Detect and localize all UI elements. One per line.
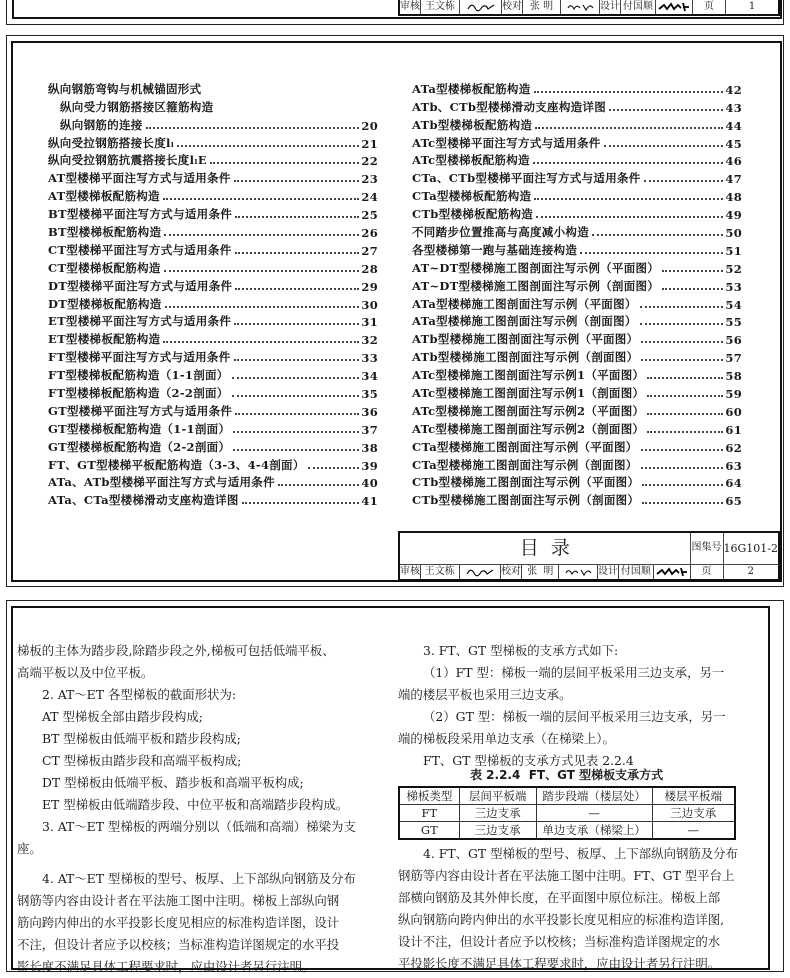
- toc-entry-title: FT型楼梯平面注写方式与适用条件: [48, 350, 231, 365]
- toc-entry[interactable]: [412, 437, 742, 455]
- body-text-right-top: [398, 640, 726, 772]
- dot-leader: [641, 341, 723, 343]
- toc-entry-title: CTa型楼梯施工图剖面注写示例（平面图）: [412, 439, 638, 454]
- toc-entry[interactable]: [48, 222, 378, 240]
- dot-leader: [534, 198, 723, 200]
- toc-entry[interactable]: [48, 240, 378, 258]
- dot-leader: [235, 288, 359, 290]
- checker-signature: [559, 564, 597, 580]
- toc-entry[interactable]: [412, 97, 742, 115]
- toc-entry[interactable]: [48, 347, 378, 365]
- dot-leader: [647, 377, 723, 379]
- toc-entry-page: 58: [725, 369, 742, 384]
- toc-entry-title: 纵向钢筋弯钩与机械锚固形式: [48, 81, 202, 96]
- review-label: 审核: [399, 564, 421, 580]
- toc-entry[interactable]: [48, 437, 378, 455]
- dot-leader: [233, 449, 359, 451]
- body-text-left: [17, 640, 356, 978]
- check-label: 校对: [502, 0, 523, 15]
- toc-entry[interactable]: [48, 455, 378, 473]
- toc-entry[interactable]: [48, 204, 378, 222]
- dot-leader: [592, 234, 723, 236]
- reviewer-signature: [460, 0, 502, 15]
- toc-entry-page: 20: [361, 118, 378, 133]
- toc-entry[interactable]: [48, 97, 378, 115]
- dot-leader: [642, 484, 723, 486]
- toc-entry-title: ATa型楼梯施工图剖面注写示例（平面图）: [412, 296, 637, 311]
- table-row: [399, 805, 735, 822]
- text-line: 端的楼层平板也采用三边支承。: [398, 687, 572, 702]
- toc-entry-page: 28: [361, 261, 378, 276]
- toc-entry-title: FT、GT型楼梯平板配筋构造（3-3、4-4剖面）: [48, 457, 305, 472]
- toc-entry-title: 纵向受力钢筋搭接区箍筋构造: [60, 99, 214, 114]
- reviewer-name: 王文栋: [421, 564, 460, 580]
- table-cell: 三边支承: [459, 805, 536, 822]
- toc-entry-title: ATb型楼梯板配筋构造: [412, 117, 533, 132]
- reviewer-signature: [459, 564, 500, 580]
- toc-entry-page: 53: [725, 279, 742, 294]
- text-line: 4. AT～ET 型梯板的型号、板厚、上下部纵向钢筋及分布: [42, 871, 356, 886]
- designer-name: 付国顺: [618, 564, 653, 580]
- review-label: 审核: [399, 0, 421, 15]
- toc-entry-page: 25: [361, 208, 378, 223]
- dot-leader: [647, 431, 723, 433]
- toc-entry-title: ATc型楼梯施工图剖面注写示例2（剖面图）: [412, 421, 645, 436]
- text-line: （2）GT 型：梯板一端的层间平板采用三边支承，另一: [423, 709, 726, 724]
- dot-leader: [210, 162, 359, 164]
- toc-entry[interactable]: [48, 294, 378, 312]
- toc-entry-title: 各型楼梯第一跑与基础连接构造: [412, 242, 578, 257]
- dot-leader: [641, 359, 723, 361]
- table-cell: —: [652, 822, 735, 840]
- dot-leader: [146, 127, 360, 129]
- toc-entry-title: CTb型楼梯施工图剖面注写示例（平面图）: [412, 475, 640, 490]
- toc-entry-page: 32: [361, 333, 378, 348]
- toc-entry-title: AT型楼梯板配筋构造: [48, 189, 160, 204]
- toc-entry-title: CTa型楼梯板配筋构造: [412, 189, 532, 204]
- table-caption: 表 2.2.4 FT、GT 型梯板支承方式: [470, 768, 664, 782]
- text-line: 3. AT～ET 型梯板的两端分别以（低端和高端）梯梁为支: [42, 819, 356, 834]
- toc-entry-page: 46: [725, 154, 742, 169]
- toc-entry-title: ATb型楼梯施工图剖面注写示例（平面图）: [412, 332, 639, 347]
- toc-entry[interactable]: [48, 312, 378, 330]
- table-cell: FT: [399, 805, 459, 822]
- toc-entry-page: 59: [725, 387, 742, 402]
- dot-leader: [235, 216, 359, 218]
- toc-entry-page: 57: [725, 351, 742, 366]
- table-cell: 三边支承: [652, 805, 735, 822]
- toc-entry[interactable]: [48, 186, 378, 204]
- toc-entry-title: ATb型楼梯施工图剖面注写示例（剖面图）: [412, 350, 639, 365]
- toc-entry[interactable]: [48, 79, 378, 97]
- toc-entry[interactable]: [412, 276, 742, 294]
- text-line: 筋向跨内伸出的水平投影长度见相应的标准构造详图，设计: [17, 915, 340, 930]
- dot-leader: [164, 270, 360, 272]
- toc-entry-page: 56: [725, 333, 742, 348]
- dot-leader: [662, 270, 723, 272]
- toc-entry-title: FT型楼梯板配筋构造（1-1剖面）: [48, 368, 229, 383]
- text-line: 座。: [17, 841, 42, 856]
- toc-entry-page: 40: [361, 476, 378, 491]
- text-line: ET 型梯板由低端踏步段、中位平板和高端踏步段构成。: [42, 797, 349, 812]
- toc-entry-title: ATa、ATb型楼梯平面注写方式与适用条件: [48, 475, 275, 490]
- toc-entry-title: 纵向受拉钢筋抗震搭接长度lₗE: [48, 153, 207, 168]
- check-label: 校对: [501, 564, 522, 580]
- dot-leader: [662, 288, 723, 290]
- dot-leader: [640, 306, 724, 308]
- designer-signature: [656, 0, 693, 15]
- toc-entry-page: 65: [725, 494, 742, 509]
- toc-entry-page: 62: [725, 440, 742, 455]
- toc-entry[interactable]: [48, 168, 378, 186]
- toc-entry[interactable]: [48, 258, 378, 276]
- toc-entry[interactable]: [48, 329, 378, 347]
- toc-entry-title: CT型楼梯板配筋构造: [48, 260, 161, 275]
- toc-left-column: [48, 79, 378, 508]
- atlas-number: 16G101-2: [723, 532, 779, 564]
- page-label: 页: [690, 564, 723, 580]
- dot-leader: [234, 180, 360, 182]
- toc-entry-page: 44: [725, 118, 742, 133]
- toc-entry-title: 纵向钢筋的连接: [60, 117, 143, 132]
- toc-entry[interactable]: [412, 240, 742, 258]
- toc-entry[interactable]: [48, 473, 378, 491]
- toc-entry-title: DT型楼梯板配筋构造: [48, 296, 162, 311]
- toc-entry-title: BT型楼梯板配筋构造: [48, 225, 162, 240]
- toc-entry-page: 21: [361, 136, 378, 151]
- dot-leader: [640, 323, 724, 325]
- table-cell: —: [536, 805, 652, 822]
- toc-entry[interactable]: [412, 401, 742, 419]
- text-line: 影长度不满足具体工程要求时，应由设计者另行注明。: [17, 959, 315, 974]
- toc-entry-page: 60: [725, 404, 742, 419]
- toc-entry[interactable]: [412, 419, 742, 437]
- toc-entry-title: ET型楼梯平面注写方式与适用条件: [48, 314, 232, 329]
- toc-entry-page: 61: [725, 422, 742, 437]
- dot-leader: [163, 341, 359, 343]
- toc-entry-page: 33: [361, 351, 378, 366]
- page-label: 页: [693, 0, 726, 15]
- table-row: [399, 822, 735, 840]
- dot-leader: [580, 252, 723, 254]
- toc-entry-title: ATa、CTa型楼梯滑动支座构造详图: [48, 493, 239, 508]
- toc-entry-page: 63: [725, 458, 742, 473]
- toc-entry-page: 24: [361, 190, 378, 205]
- table-header-row: [399, 787, 735, 805]
- dot-leader: [163, 198, 360, 200]
- toc-entry-title: ATa型楼梯施工图剖面注写示例（剖面图）: [412, 314, 637, 329]
- dot-leader: [604, 145, 724, 147]
- toc-entry-page: 37: [361, 422, 378, 437]
- toc-entry-page: 55: [725, 315, 742, 330]
- toc-entry-title: 纵向受拉钢筋搭接长度lₗ: [48, 135, 175, 150]
- text-line: FT、GT 型梯板的支承方式见表 2.2.4: [423, 753, 634, 768]
- text-line: 纵向钢筋向跨内伸出的水平投影长度见相应的标准构造详图,: [398, 912, 725, 927]
- design-label: 设计: [597, 564, 618, 580]
- text-line: 不注，但设计者应予以校核；当标准构造详图规定的水平投: [17, 937, 340, 952]
- toc-entry[interactable]: [48, 133, 378, 151]
- dot-leader: [534, 91, 724, 93]
- text-line: 端的梯板段采用单边支承（在梯梁上）。: [398, 731, 615, 746]
- dot-leader: [642, 502, 723, 504]
- design-label: 设计: [600, 0, 621, 15]
- dot-leader: [644, 180, 724, 182]
- text-line: 梯板的主体为踏步段,除踏步段之外,梯板可包括低端平板、: [17, 643, 335, 658]
- toc-entry[interactable]: [412, 473, 742, 491]
- toc-entry[interactable]: [412, 329, 742, 347]
- text-line: 钢筋等内容由设计者在平法施工图中注明。梯板上部纵向钢: [17, 893, 340, 908]
- dot-leader: [234, 323, 359, 325]
- toc-entry-page: 27: [361, 243, 378, 258]
- toc-entry-title: CTa、CTb型楼梯平面注写方式与适用条件: [412, 171, 641, 186]
- body-text-right-bottom: [398, 843, 738, 975]
- text-line: 钢筋等内容由设计者在平法施工图中注明。FT、GT 型平台上: [398, 868, 735, 883]
- dot-leader: [235, 252, 360, 254]
- sheet-title: 目 录: [399, 532, 690, 564]
- toc-entry-page: 43: [725, 100, 742, 115]
- toc-entry-page: 29: [361, 279, 378, 294]
- toc-entry-page: 49: [725, 208, 742, 223]
- toc-entry[interactable]: [412, 79, 742, 97]
- dot-leader: [232, 395, 360, 397]
- toc-entry[interactable]: [412, 115, 742, 133]
- dot-leader: [533, 162, 724, 164]
- table-cell: 单边支承（梯梁上）: [536, 822, 652, 840]
- toc-entry[interactable]: [48, 401, 378, 419]
- text-line: 4. FT、GT 型梯板的型号、板厚、上下部纵向钢筋及分布: [423, 846, 738, 861]
- toc-entry[interactable]: [412, 186, 742, 204]
- toc-entry-page: 22: [361, 154, 378, 169]
- toc-entry-title: ATc型楼梯施工图剖面注写示例2（平面图）: [412, 403, 645, 418]
- toc-entry-page: 41: [361, 494, 378, 509]
- toc-entry[interactable]: [48, 276, 378, 294]
- table-header-cell: 梯板类型: [399, 787, 459, 805]
- toc-entry-page: 64: [725, 476, 742, 491]
- toc-entry-title: DT型楼梯平面注写方式与适用条件: [48, 278, 233, 293]
- dot-leader: [609, 109, 723, 111]
- toc-entry-title: ATc型楼梯平面注写方式与适用条件: [412, 135, 601, 150]
- page-number: 2: [723, 564, 779, 580]
- toc-entry[interactable]: [412, 204, 742, 222]
- toc-entry-title: GT型楼梯板配筋构造（1-1剖面）: [48, 421, 231, 436]
- dot-leader: [278, 484, 359, 486]
- toc-entry-page: 30: [361, 297, 378, 312]
- toc-entry-title: ATc型楼梯板配筋构造: [412, 153, 530, 168]
- toc-entry[interactable]: [48, 151, 378, 169]
- toc-entry-page: 54: [725, 297, 742, 312]
- support-table: [398, 786, 736, 840]
- toc-entry-page: 26: [361, 226, 378, 241]
- checker-signature: [561, 0, 600, 15]
- toc-entry[interactable]: [48, 383, 378, 401]
- toc-entry-page: 36: [361, 404, 378, 419]
- toc-entry[interactable]: [412, 312, 742, 330]
- toc-entry-title: ET型楼梯板配筋构造: [48, 332, 161, 347]
- toc-entry[interactable]: [412, 365, 742, 383]
- toc-entry-page: 50: [725, 226, 742, 241]
- toc-entry-title: AT~DT型楼梯施工图剖面注写示例（剖面图）: [412, 278, 660, 293]
- page-number: 1: [726, 0, 780, 15]
- toc-entry[interactable]: [412, 151, 742, 169]
- toc-entry-title: CTb型楼梯板配筋构造: [412, 207, 534, 222]
- toc-entry-page: 45: [725, 136, 742, 151]
- toc-entry[interactable]: [412, 347, 742, 365]
- table-cell: 三边支承: [459, 822, 536, 840]
- toc-entry-title: AT~DT型楼梯施工图剖面注写示例（平面图）: [412, 260, 660, 275]
- page-2-title-block: [398, 531, 780, 581]
- toc-entry-page: 51: [725, 243, 742, 258]
- dot-leader: [535, 127, 723, 129]
- toc-entry-page: 48: [725, 190, 742, 205]
- toc-entry[interactable]: [412, 168, 742, 186]
- toc-entry-page: 34: [361, 369, 378, 384]
- dot-leader: [242, 502, 360, 504]
- toc-entry-title: FT型楼梯板配筋构造（2-2剖面）: [48, 386, 229, 401]
- text-line: 3. FT、GT 型梯板的支承方式如下:: [423, 643, 619, 658]
- toc-entry-page: 42: [725, 82, 742, 97]
- toc-entry-title: CTa型楼梯施工图剖面注写示例（剖面图）: [412, 457, 638, 472]
- text-line: BT 型梯板由低端平板和踏步段构成;: [42, 731, 241, 746]
- toc-right-column: [412, 79, 742, 508]
- dot-leader: [641, 467, 724, 469]
- toc-entry[interactable]: [48, 490, 378, 508]
- checker-name: 张 明: [522, 564, 559, 580]
- toc-entry-title: ATb、CTb型楼梯滑动支座构造详图: [412, 99, 607, 114]
- toc-entry-page: 52: [725, 261, 742, 276]
- toc-entry[interactable]: [48, 115, 378, 133]
- toc-entry-page: 35: [361, 387, 378, 402]
- dot-leader: [308, 467, 360, 469]
- toc-entry-title: ATc型楼梯施工图剖面注写示例1（平面图）: [412, 368, 645, 383]
- toc-entry-title: GT型楼梯板配筋构造（2-2剖面）: [48, 439, 231, 454]
- text-line: 设计不注，但设计者应予以校核；当标准构造详图规定的水: [398, 934, 721, 949]
- checker-name: 张 明: [523, 0, 561, 15]
- toc-entry-title: CT型楼梯平面注写方式与适用条件: [48, 242, 232, 257]
- dot-leader: [233, 431, 359, 433]
- toc-entry-title: ATa型楼梯板配筋构造: [412, 81, 531, 96]
- toc-entry-page: 31: [361, 315, 378, 330]
- dot-leader: [164, 234, 359, 236]
- dot-leader: [641, 449, 724, 451]
- toc-entry-title: AT型楼梯平面注写方式与适用条件: [48, 171, 231, 186]
- toc-entry-page: 23: [361, 172, 378, 187]
- designer-name: 付国顺: [621, 0, 656, 15]
- table-header-cell: 楼层平板端: [652, 787, 735, 805]
- text-line: （1）FT 型：梯板一端的层间平板采用三边支承，另一: [423, 665, 725, 680]
- table-header-cell: 层间平板端: [459, 787, 536, 805]
- text-line: DT 型梯板由低端平板、踏步板和高端平板构成;: [42, 775, 304, 790]
- toc-entry[interactable]: [48, 365, 378, 383]
- toc-entry-title: CTb型楼梯施工图剖面注写示例（剖面图）: [412, 493, 640, 508]
- designer-signature: [653, 564, 690, 580]
- toc-entry-page: 39: [361, 458, 378, 473]
- dot-leader: [165, 306, 360, 308]
- toc-entry-title: BT型楼梯平面注写方式与适用条件: [48, 207, 233, 222]
- text-line: 平投影长度不满足具体工程要求时，应由设计者另行注明。: [398, 956, 721, 971]
- dot-leader: [647, 413, 723, 415]
- toc-entry[interactable]: [412, 490, 742, 508]
- page-1-title-block: [398, 0, 780, 16]
- atlas-label: 图集号: [690, 532, 723, 564]
- toc-entry[interactable]: [48, 419, 378, 437]
- dot-leader: [232, 377, 360, 379]
- toc-entry[interactable]: [412, 258, 742, 276]
- toc-entry-title: GT型楼梯平面注写方式与适用条件: [48, 403, 233, 418]
- table-header-cell: 踏步段端（楼层处）: [536, 787, 652, 805]
- text-line: 部横向钢筋及其外伸长度，在平面图中原位标注。梯板上部: [398, 890, 721, 905]
- toc-entry[interactable]: [412, 455, 742, 473]
- toc-entry-title: ATc型楼梯施工图剖面注写示例1（剖面图）: [412, 386, 645, 401]
- toc-entry[interactable]: [412, 222, 742, 240]
- toc-entry[interactable]: [412, 133, 742, 151]
- toc-entry-title: 不同踏步位置推高与高度减小构造: [412, 225, 589, 240]
- text-line: 高端平板以及中位平板。: [17, 665, 154, 680]
- dot-leader: [235, 413, 359, 415]
- text-line: 2. AT～ET 各型梯板的截面形状为:: [42, 687, 237, 702]
- toc-entry[interactable]: [412, 383, 742, 401]
- toc-entry-page: 47: [725, 172, 742, 187]
- dot-leader: [177, 145, 359, 147]
- dot-leader: [647, 395, 723, 397]
- toc-entry-page: 38: [361, 440, 378, 455]
- text-line: CT 型梯板由踏步段和高端平板构成;: [42, 753, 242, 768]
- dot-leader: [536, 216, 723, 218]
- toc-entry[interactable]: [412, 294, 742, 312]
- reviewer-name: 王文栋: [421, 0, 460, 15]
- table-cell: GT: [399, 822, 459, 840]
- text-line: AT 型梯板全部由踏步段构成;: [42, 709, 203, 724]
- dot-leader: [234, 359, 360, 361]
